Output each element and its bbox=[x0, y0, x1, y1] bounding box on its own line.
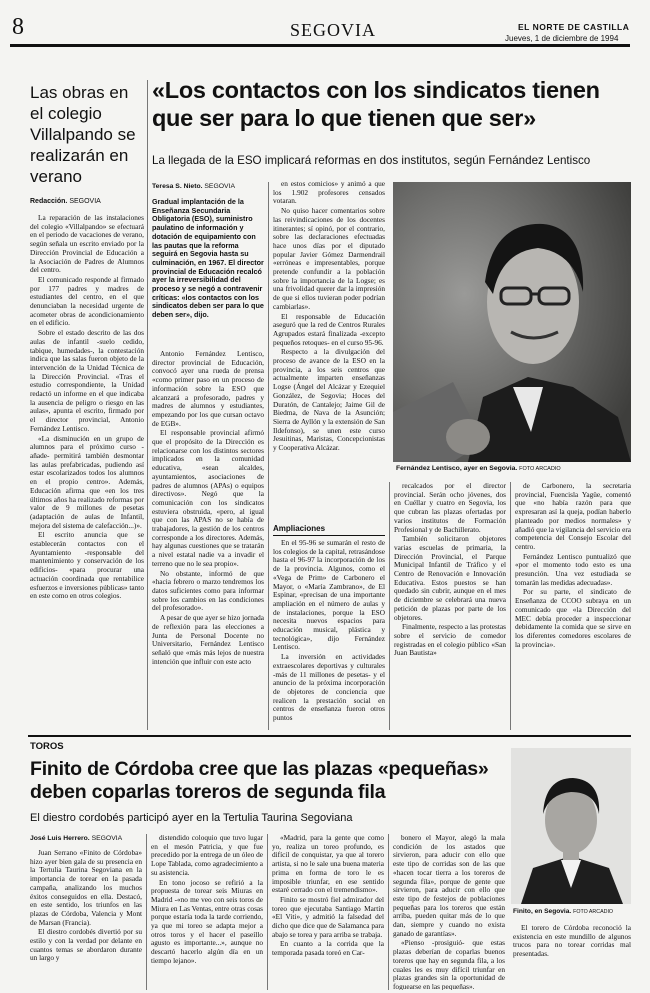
bull-paragraph: En cuanto a la corrida que la temporada pasada toreó en Car- bbox=[272, 939, 384, 958]
bull-column-2 bbox=[151, 834, 263, 990]
bull-byline bbox=[30, 835, 122, 842]
main-photo-credit: FOTO ARCADIO bbox=[519, 466, 561, 472]
bull-paragraph: En tono jocoso se refirió a la propuesta de torear seis Miuras en Madrid -«no me veo con seis toros de Miura en Las Ventas, entre otras cosas porque estaría toda la tarde corriendo, ya que mi toreo se adapta mejor a otros toros y el hacer el paseíllo agusto es importante...», aunque no descartó hacerlo algún día en un tiempo lejano». bbox=[151, 877, 263, 965]
main-paragraph: No obstante, informó de que «hacia febrero o marzo tendremos los datos suficientes como para informar sobre los cambios en las condiciones del profesorado». bbox=[152, 568, 264, 613]
page-number: 8 bbox=[12, 14, 24, 40]
main-paragraph: Antonio Fernández Lentisco, director provincial de Educación, convocó ayer una rueda de prensa «como primer paso en un proceso de información sobre la ESO que alcanzará a profesorado, padres y madres de alumnos y estudiantes, empezando por los que cursan octavo de EGB». bbox=[152, 350, 264, 428]
main-paragraph: No quiso hacer comentarios sobre las reivindicaciones de los docentes itinerantes; sí opinó, por el contrario, sobre las declaraciones efectuadas hace unos días por el diputado popular Javier Gómez Darmendrail «erróneas e impresentables, porque pretende confundir a la población sobre la importancia de la Logse; es una frivolidad querer dar la impresión de que si ellos tuvieran poder podrían cambiarlas». bbox=[273, 206, 385, 311]
main-paragraph: recalcados por el director provincial. Serán ocho jóvenes, dos en Cuéllar y cuatro en Segovia, los que cubran las plazas ofertadas por varios institutos de Formación Profesional y de Bachillerato. bbox=[394, 482, 506, 534]
main-paragraph: Por su parte, el sindicato de Enseñanza de CCOO subraya en un comunicado que «la Dirección del MEC debía proceder a inspeccionar debidamente la comida que se sirve en los diferentes comedores escolares de la provincia». bbox=[515, 587, 631, 649]
newspaper-name: EL NORTE DE CASTILLA bbox=[518, 22, 630, 32]
header-rule bbox=[10, 44, 630, 47]
section-name: SEGOVIA bbox=[290, 20, 376, 40]
bull-subheadline: El diestro cordobés participó ayer en la Tertulia Taurina Segoviana bbox=[30, 812, 353, 824]
main-paragraph: Fernández Lentisco puntualizó que «por el momento todo esto es una presunción. Una vez estudiada se tomarán las medidas adecuadas». bbox=[515, 551, 631, 587]
bull-photo-caption-text: Finito, en Segovia. bbox=[513, 908, 572, 915]
side-paragraph: La reparación de las instalaciones del colegio «Villalpando» se efectuará en el periodo de vacaciones de verano, según señala un escrito enviado por la Dirección Provincial de Educación a la Asociación de Padres de Alumnos del centro. bbox=[30, 214, 144, 275]
main-paragraph: La inversión en actividades extraescolares deportivas y culturales -más de 11 millones de pesetas- y el anuncio de la próxima incorporación de objetores de conciencia que realicen la prestación social en centros de enseñanza fueron otros puntos bbox=[273, 652, 385, 723]
main-paragraph: Finalmente, respecto a las protestas sobre el servicio de comedor registradas en el colegio público «San Juan Bautista» bbox=[394, 622, 506, 658]
main-paragraph: A pesar de que ayer se hizo jornada de reflexión para las elecciones a Junta de Personal Docente no Universitario, Fernández Lentisco señaló que «más más lejos de nuestra intención que influir con este acto bbox=[152, 613, 264, 666]
side-byline-place: SEGOVIA bbox=[69, 198, 101, 205]
issue-date: Jueves, 1 de diciembre de 1994 bbox=[505, 34, 619, 43]
bull-column-3 bbox=[272, 834, 384, 990]
main-photo-caption-text: Fernández Lentisco, ayer en Segovia. bbox=[396, 465, 518, 472]
main-paragraph: de Carbonero, la secretaria provincial, Fuencisla Yagüe, comentó que «no había razón para que expresaran así la queja, podían haberlo planteado por medios normales» y añadió que la vigilancia del servicio era competencia del Consejo Escolar del centro. bbox=[515, 482, 631, 551]
side-paragraph: «La disminución en un grupo de alumnos para el próximo curso -añade- permitirá también desmontar las aulas prefabricadas, pudiendo así estar escolarizados todos los alumnos en el propio centro». Además, Educación afirma que «en los tres últimos años ha realizado reformas por valor de 9 millones de pesetas (adaptación de aulas de Infantil, mejora del sistema de calefacción...)». bbox=[30, 433, 144, 530]
bull-photo-caption bbox=[513, 908, 613, 915]
subhead-rule bbox=[273, 535, 385, 536]
main-photo-caption bbox=[396, 465, 561, 472]
main-lead: Gradual implantación de la Enseñanza Secundaria Obligatoria (ESO), suministro paulatino de información y dotación de equipamiento con las pautas que la reforma seguirá en Segovia hasta su culminación, en 1967. El director provincial de Educación recalcó ayer la irreversibilidad del proceso y se negó a contravenir críticas: «los contactos con los sindicatos deben ser para lo que deben ser», dijo. bbox=[152, 198, 264, 320]
main-headline: «Los contactos con los sindicatos tienen que ser para lo que tienen que ser» bbox=[152, 77, 600, 131]
bull-paragraph: El diestro cordobés divertió por su estilo y con la verdad por delante en cuantos temas se abordaron durante un largo y bbox=[30, 927, 142, 963]
side-paragraph: El escrito anuncia que se establecerán contactos con el Ayuntamiento -responsable del mantenimiento y conservación de los edificios- «para procurar una actuación coordinada que rentabilice esfuerzos e inversiones públicas» tanto en este como en otros colegios. bbox=[30, 530, 144, 601]
bull-column-4 bbox=[393, 834, 505, 990]
column-divider bbox=[389, 482, 390, 730]
bull-byline-name: José Luis Herrero. bbox=[30, 835, 90, 842]
main-paragraph: El responsable de Educación aseguró que la red de Centros Rurales Agrupados estará finalizada -excepto pequeños retoques- en el curso 95-96. bbox=[273, 311, 385, 347]
portrait-illustration bbox=[393, 182, 631, 462]
bull-paragraph: «Madrid, para la gente que como yo, realiza un toreo profundo, es difícil de conquistar, ya que al torero artista, si no le sale una buena materia prima en forma de toro le es imposible triunfar, en ese sentido estaré cerrado con el tremendismo». bbox=[272, 834, 384, 895]
main-column-2 bbox=[273, 180, 385, 532]
bull-paragraph: distendido coloquio que tuvo lugar en el mesón Patricia, y que fue precedido por la entrega de un óleo de Lope Tablada, como agradecimiento a su asistencia. bbox=[151, 834, 263, 877]
main-byline bbox=[152, 183, 235, 190]
column-divider bbox=[388, 834, 389, 990]
column-divider bbox=[268, 182, 269, 730]
main-paragraph: en estos comicios» y animó a que los 1.902 profesores censados votaran. bbox=[273, 180, 385, 206]
section-rule bbox=[28, 735, 631, 737]
bull-column-1 bbox=[30, 849, 142, 989]
main-paragraph: También solicitaron objetores varias escuelas de primaria, la Dirección Provincial, el Parque Municipal Infantil de Tráfico y el Centro de Renovación e Innovación Educativa. Estos puestos se han quedado sin cubrir, aunque en el mes de diciembre se celebrará una nueva petición de plazas por parte de los objetores. bbox=[394, 534, 506, 622]
bull-paragraph: Finito se mostró fiel admirador del toreo que ejecutaba Santiago Martín «El Viti», y admitió la falsedad del dicho que dice que de Salamanca para abajo se torea y para arriba se trabaja. bbox=[272, 894, 384, 939]
ampliaciones-subhead: Ampliaciones bbox=[273, 524, 326, 533]
lentisco-photo bbox=[393, 182, 631, 462]
side-story-body bbox=[30, 214, 144, 728]
main-byline-place: SEGOVIA bbox=[204, 183, 235, 190]
main-column-3 bbox=[273, 539, 385, 731]
bull-paragraph: «Pienso -prosiguió- que estas plazas deberían de coparlas buenos toreros que hay en segunda fila, a los cuales les es muy difícil triunfar en plazas grandes sin la oportunidad de foguearse en las pequeñas». bbox=[393, 938, 505, 990]
column-divider bbox=[510, 482, 511, 730]
bull-paragraph: El torero de Córdoba reconoció la existencia en este mundillo de algunos trucos para no torear corridas mal presentadas. bbox=[513, 924, 631, 959]
main-column-1 bbox=[152, 350, 264, 730]
side-paragraph: El comunicado responde al firmado por 177 padres y madres de estudiantes del centro, en el que denunciaban la necesidad urgente de acometer obras de acondicionamiento en el edificio. bbox=[30, 274, 144, 328]
bull-headline: Finito de Córdoba cree que las plazas «pequeñas» deben coparlas toreros de segunda fila bbox=[30, 758, 489, 803]
toros-section-label: TOROS bbox=[30, 741, 64, 752]
column-divider bbox=[147, 80, 148, 730]
main-paragraph: El responsable provincial afirmó que el propósito de la Dirección es relacionarse con los distintos sectores implicados en la comunidad educativa, «sean alcaldes, ayuntamientos, asociaciones de padres de alumnos (APAs) o equipos directivos». Negó que la comunicación con los sindicatos estuviera obstruida, «pero, al igual que con las APAS no se había de trabajadores, la gestión de los centros corresponde a los directores. Además, hay algunas cuestiones que se tratarán a nivel estatal nadie va a invadir el terreno que no le sea propio». bbox=[152, 428, 264, 568]
main-subheadline: La llegada de la ESO implicará reformas en dos institutos, según Fernández Lentisco bbox=[152, 154, 591, 167]
side-paragraph: Sobre el estado descrito de las dos aulas de infantil -suelo cedido, tabique, humedades-, la contestación indica que las salas fueron objeto de la intervención de la Unidad Técnica de la Dirección Provincial. «Tras el estudio correspondiente, la Unidad redactó un informe en el que indicaba la ausencia de peligro o riesgo en las aulas», apunta el escrito, firmado por el director provincial, Antonio Fernández Lentisco. bbox=[30, 328, 144, 433]
bull-byline-place: SEGOVIA bbox=[91, 835, 123, 842]
column-divider bbox=[146, 834, 147, 990]
side-byline bbox=[30, 198, 101, 205]
bull-paragraph: bonero el Mayor, alegó la mala condición de los astados que sirvieron, para aducir con ello que este tipo de corridas son de las que «hacen tocar tierra a los toreros de segunda fila», porque de gente que sirvieron, para aducir con ello que este tipo de festejos de poblaciones pequeñas para los toreros que están arriba, pueden quitar más de lo que dan, siempre y cuando no exista ganado de garantías». bbox=[393, 834, 505, 938]
bull-paragraph: Juan Serrano «Finito de Córdoba» hizo ayer bien gala de su presencia en la Tertulia Taurina Segoviana en la importancia de torear en la pasada campaña, analizando los muchos éxitos conseguidos en ella. Destacó, en este sentido, los triunfos en las plazas de Córdoba, Valencia y Mont de Marsan (Francia). bbox=[30, 849, 142, 927]
portrait-illustration bbox=[511, 748, 631, 904]
side-headline: Las obras en el colegio Villalpando se realizarán en verano bbox=[30, 83, 136, 186]
main-column-5 bbox=[515, 482, 631, 730]
finito-photo bbox=[511, 748, 631, 904]
bull-photo-credit: FOTO ARCADIO bbox=[573, 909, 614, 915]
bull-column-5 bbox=[513, 924, 631, 984]
main-column-4 bbox=[394, 482, 506, 730]
main-byline-name: Teresa S. Nieto. bbox=[152, 183, 203, 190]
column-divider bbox=[267, 834, 268, 990]
main-paragraph: Respecto a la divulgación del proceso de avance de la ESO en la provincia, a los seis centros que actualmente imparten enseñanzas Logse (Ángel del Alcázar y Ezequiel González, de Segovia; Hoces del Duratón, de Cantalejo; Jaime Gil de Biedma, de Nava de la Asunción; Sierra de Ayllón y la extensión de San Ildefonso), se unen este curso Jesuitinas, Maristas, Concepcionistas y Cooperativa Alcázar. bbox=[273, 347, 385, 453]
side-byline-name: Redacción. bbox=[30, 198, 68, 205]
main-paragraph: En el 95-96 se sumarán el resto de los colegios de la capital, retrasándose hasta el 96-97 la incorporación de los de la provincia. Algunos, como el «Vega de Prim» de Carbonero el Mayor, o «María Zambrano», de El Espinar, «precisan de una importante ampliación en el número de aulas y de instalaciones, porque la ESO necesita nuevos espacios para educación musical, plástica y tecnológica», dijo Fernández Lentisco. bbox=[273, 539, 385, 652]
